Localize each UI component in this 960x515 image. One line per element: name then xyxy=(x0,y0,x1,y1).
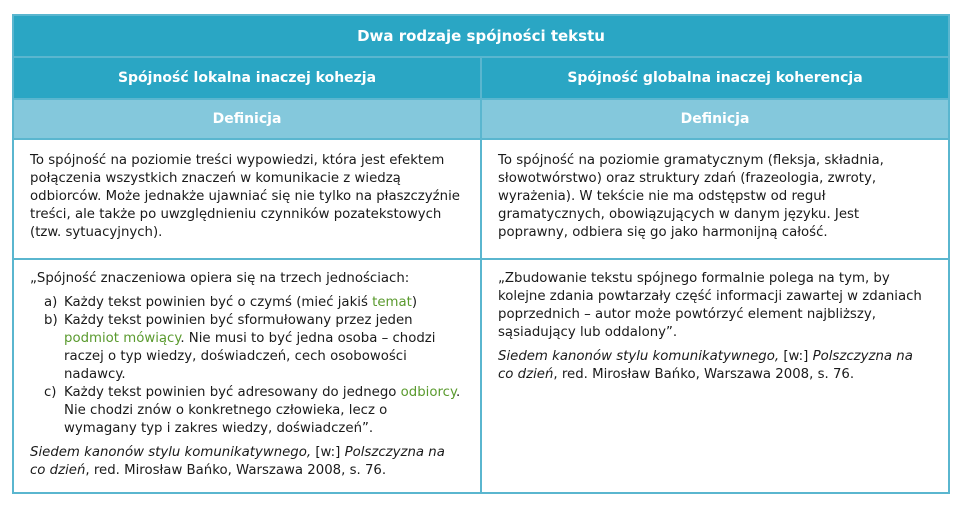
list-text: Każdy tekst powinien być adresowany do jednego xyxy=(64,385,401,400)
column-header-kohezja xyxy=(13,57,481,99)
subheader-definition-left: Definicja xyxy=(13,99,481,139)
highlighted-term: podmiot mówiący xyxy=(64,331,181,346)
list-text: . Nie chodzi znów o konkretnego człowieka, lecz o wymagany typ i zakres wiedzy, doświadczeń”. xyxy=(64,385,461,436)
source-book: Polszczyzna na co dzień xyxy=(498,349,913,382)
source-text: [w:] xyxy=(311,445,345,460)
quote-text: „Zbudowanie tekstu spójnego formalnie polega na tym, by kolejne zdania powtarzały część informacji zawartej w zdaniach poprzednich – autor może powtórzyć element najbliższy, sąsiadujący lub oddalony”. xyxy=(498,271,922,340)
quote-cell-kohezja xyxy=(13,259,481,493)
column-header-text: Spójność lokalna inaczej xyxy=(117,70,316,86)
highlighted-term: temat xyxy=(372,295,412,310)
list-item xyxy=(30,294,464,312)
list-marker: c) xyxy=(44,385,57,400)
source-text: , red. Mirosław Bańko, Warszawa 2008, s. 76. xyxy=(85,463,387,478)
column-header-term: kohezja xyxy=(315,70,377,86)
list-text: Każdy tekst powinien być sformułowany przez jeden xyxy=(64,313,413,328)
cohesion-table-wrapper xyxy=(12,14,948,494)
source-title: Siedem kanonów stylu komunikatywnego, xyxy=(30,445,312,460)
source-text: , red. Mirosław Bańko, Warszawa 2008, s. 76. xyxy=(553,367,855,382)
definition-koherencja: To spójność na poziomie gramatycznym (fleksja, składnia, słowotwórstwo) oraz struktury zdań (frazeologia, zwroty, wyrażenia). W tekście nie ma odstępstw od reguł gramatycznych, obowiązujących w danym języku. Jest poprawny, odbiera się go jako harmonijną całość. xyxy=(481,139,949,259)
column-header-text: Spójność globalna inaczej xyxy=(567,70,776,86)
list-text: . Nie musi to być jedna osoba – chodzi raczej o typ wiedzy, doświadczeń, cech osobowości nadawcy. xyxy=(64,331,436,382)
unity-list xyxy=(30,294,464,438)
source-citation xyxy=(30,444,464,480)
table-title: Dwa rodzaje spójności tekstu xyxy=(13,15,949,57)
definition-kohezja: To spójność na poziomie treści wypowiedzi, która jest efektem połączenia wszystkich znaczeń w komunikacie z wiedzą odbiorców. Może jednakże ujawniać się nie tylko na płaszczyźnie treści, ale także po uwzględnieniu czynników pozatekstowych (tzw. sytuacyjnych). xyxy=(13,139,481,259)
source-book: Polszczyzna na co dzień xyxy=(30,445,445,478)
cohesion-table xyxy=(12,14,950,494)
list-text: Każdy tekst powinien być o czymś (mieć jakiś xyxy=(64,295,373,310)
quote-cell-koherencja xyxy=(481,259,949,493)
list-marker: a) xyxy=(44,295,58,310)
highlighted-term: odbiorcy xyxy=(400,385,456,400)
subheader-definition-right: Definicja xyxy=(481,99,949,139)
list-marker: b) xyxy=(44,313,58,328)
column-header-term: koherencja xyxy=(775,70,863,86)
source-text: [w:] xyxy=(779,349,813,364)
source-title: Siedem kanonów stylu komunikatywnego, xyxy=(498,349,780,364)
list-item xyxy=(30,312,464,384)
list-text: ) xyxy=(411,295,418,310)
column-header-koherencja xyxy=(481,57,949,99)
list-item xyxy=(30,384,464,438)
source-citation xyxy=(498,348,932,384)
quote-intro: „Spójność znaczeniowa opiera się na trzech jednościach: xyxy=(30,271,410,286)
